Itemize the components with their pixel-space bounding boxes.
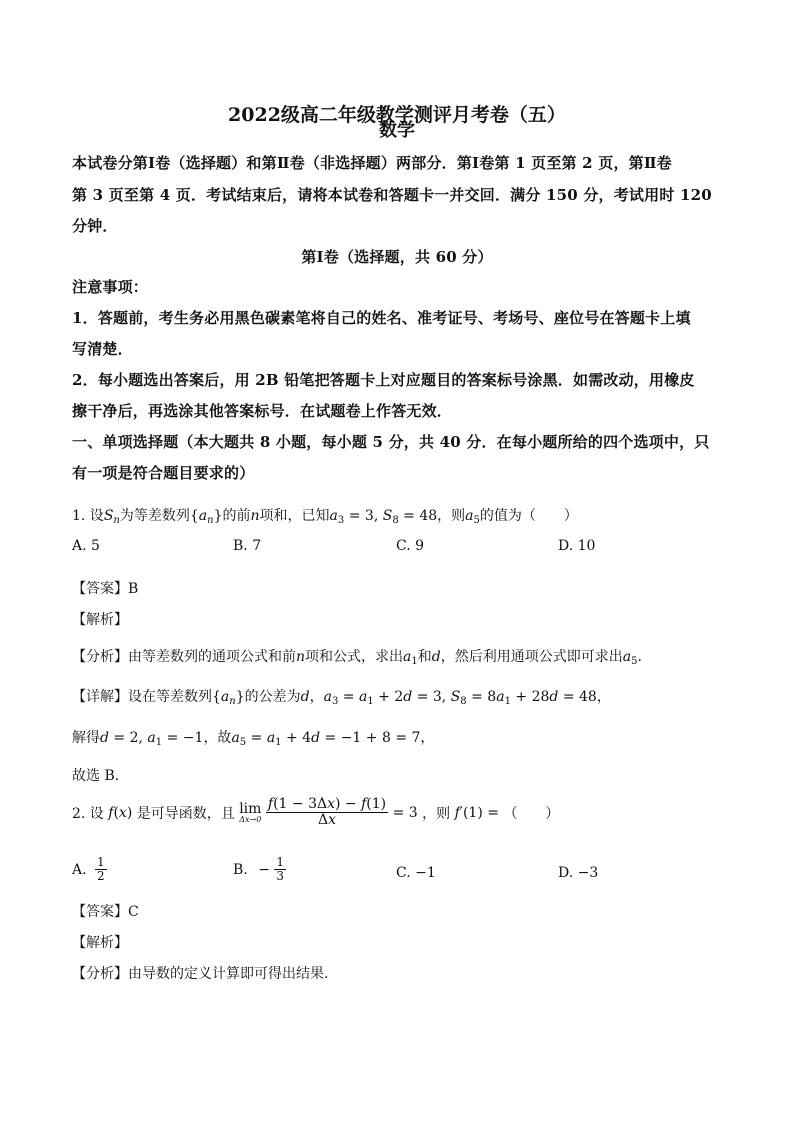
q2-option-b: B. − $\frac{1}{3}$	[233, 855, 285, 884]
q1-option-b: B. 7	[233, 538, 262, 554]
q2-fenxi: 【分析】由导数的定义计算即可得出结果.	[72, 966, 329, 982]
q2-option-a: A. $\frac{1}{2}$	[72, 855, 105, 884]
q1-conclusion: 故选 B．	[72, 768, 129, 784]
q1-analysis-label: 【解析】	[72, 612, 128, 628]
q2-answer: 【答案】C	[72, 904, 139, 920]
question-2-stem: 2. 设 f(x) 是可导函数，且 lim Δx→0 $\frac{f(1 - 3\Delta x) - f(1)}{\Delta x}$ = 3 ，则 f′(1) = （ ）	[72, 796, 560, 829]
intro-line-3: 分钟．	[72, 217, 118, 235]
q2-option-d: D. −3	[558, 865, 599, 881]
q1-jie: 解得d = 2, $a_1 = -1$，故$a_5 = a_1 + 4d = -1 + 8 = 7$，	[72, 730, 435, 748]
q1-answer: 【答案】B	[72, 581, 139, 597]
question-1-stem: 1. 设$S_n$为等差数列$\{a_n\}$的前n项和，已知$a_3 = 3$, $S_8 = 48$，则$a_5$的值为（ ）	[72, 508, 578, 526]
q2-analysis-label: 【解析】	[72, 935, 128, 951]
notice-2-line-1: 2．每小题选出答案后，用 2B 铅笔把答题卡上对应题目的答案标号涂黑．如需改动，用橡皮	[72, 371, 695, 389]
exam-title: 2022级高二年级教学测评月考卷（五）	[228, 104, 566, 126]
intro-line-1: 本试卷分第Ⅰ卷（选择题）和第Ⅱ卷（非选择题）两部分．第Ⅰ卷第 1 页至第 2 页，第Ⅱ卷	[72, 154, 672, 172]
q1-option-d: D. 10	[558, 538, 596, 554]
part1-heading-line-2: 有一项是符合题目要求的）	[72, 464, 255, 482]
q1-xiangjie: 【详解】设在等差数列$\{a_n\}$的公差为d，$a_3 = a_1 + 2d = 3$, $S_8 = 8a_1 + 28d = 48$，	[72, 689, 611, 707]
notice-1-line-1: 1．答题前，考生务必用黑色碳素笔将自己的姓名、准考证号、考场号、座位号在答题卡上填	[72, 309, 691, 327]
notice-1-line-2: 写清楚．	[72, 340, 133, 358]
limit-symbol: lim Δx→0	[239, 800, 262, 824]
q1-option-a: A. 5	[72, 538, 100, 554]
notice-title: 注意事项：	[72, 278, 149, 296]
section-heading: 第Ⅰ卷（选择题，共 60 分）	[301, 248, 493, 266]
subject-title: 数学	[379, 120, 415, 141]
part1-heading-line-1: 一、单项选择题（本大题共 8 小题，每小题 5 分，共 40 分．在每小题所给的四个选项中，只	[72, 433, 710, 451]
limit-fraction: $\frac{f(1 - 3\Delta x) - f(1)}{\Delta x}$	[267, 796, 387, 829]
intro-line-2: 第 3 页至第 4 页．考试结束后，请将本试卷和答题卡一并交回．满分 150 分，考试用时 120	[72, 186, 712, 204]
q1-option-c: C. 9	[396, 538, 425, 554]
notice-2-line-2: 擦干净后，再选涂其他答案标号．在试题卷上作答无效．	[72, 402, 453, 420]
q2-option-c: C. −1	[396, 865, 436, 881]
q1-fenxi: 【分析】由等差数列的通项公式和前n项和公式，求出$a_1$和d，然后利用通项公式即可求出$a_5$.	[72, 649, 642, 667]
